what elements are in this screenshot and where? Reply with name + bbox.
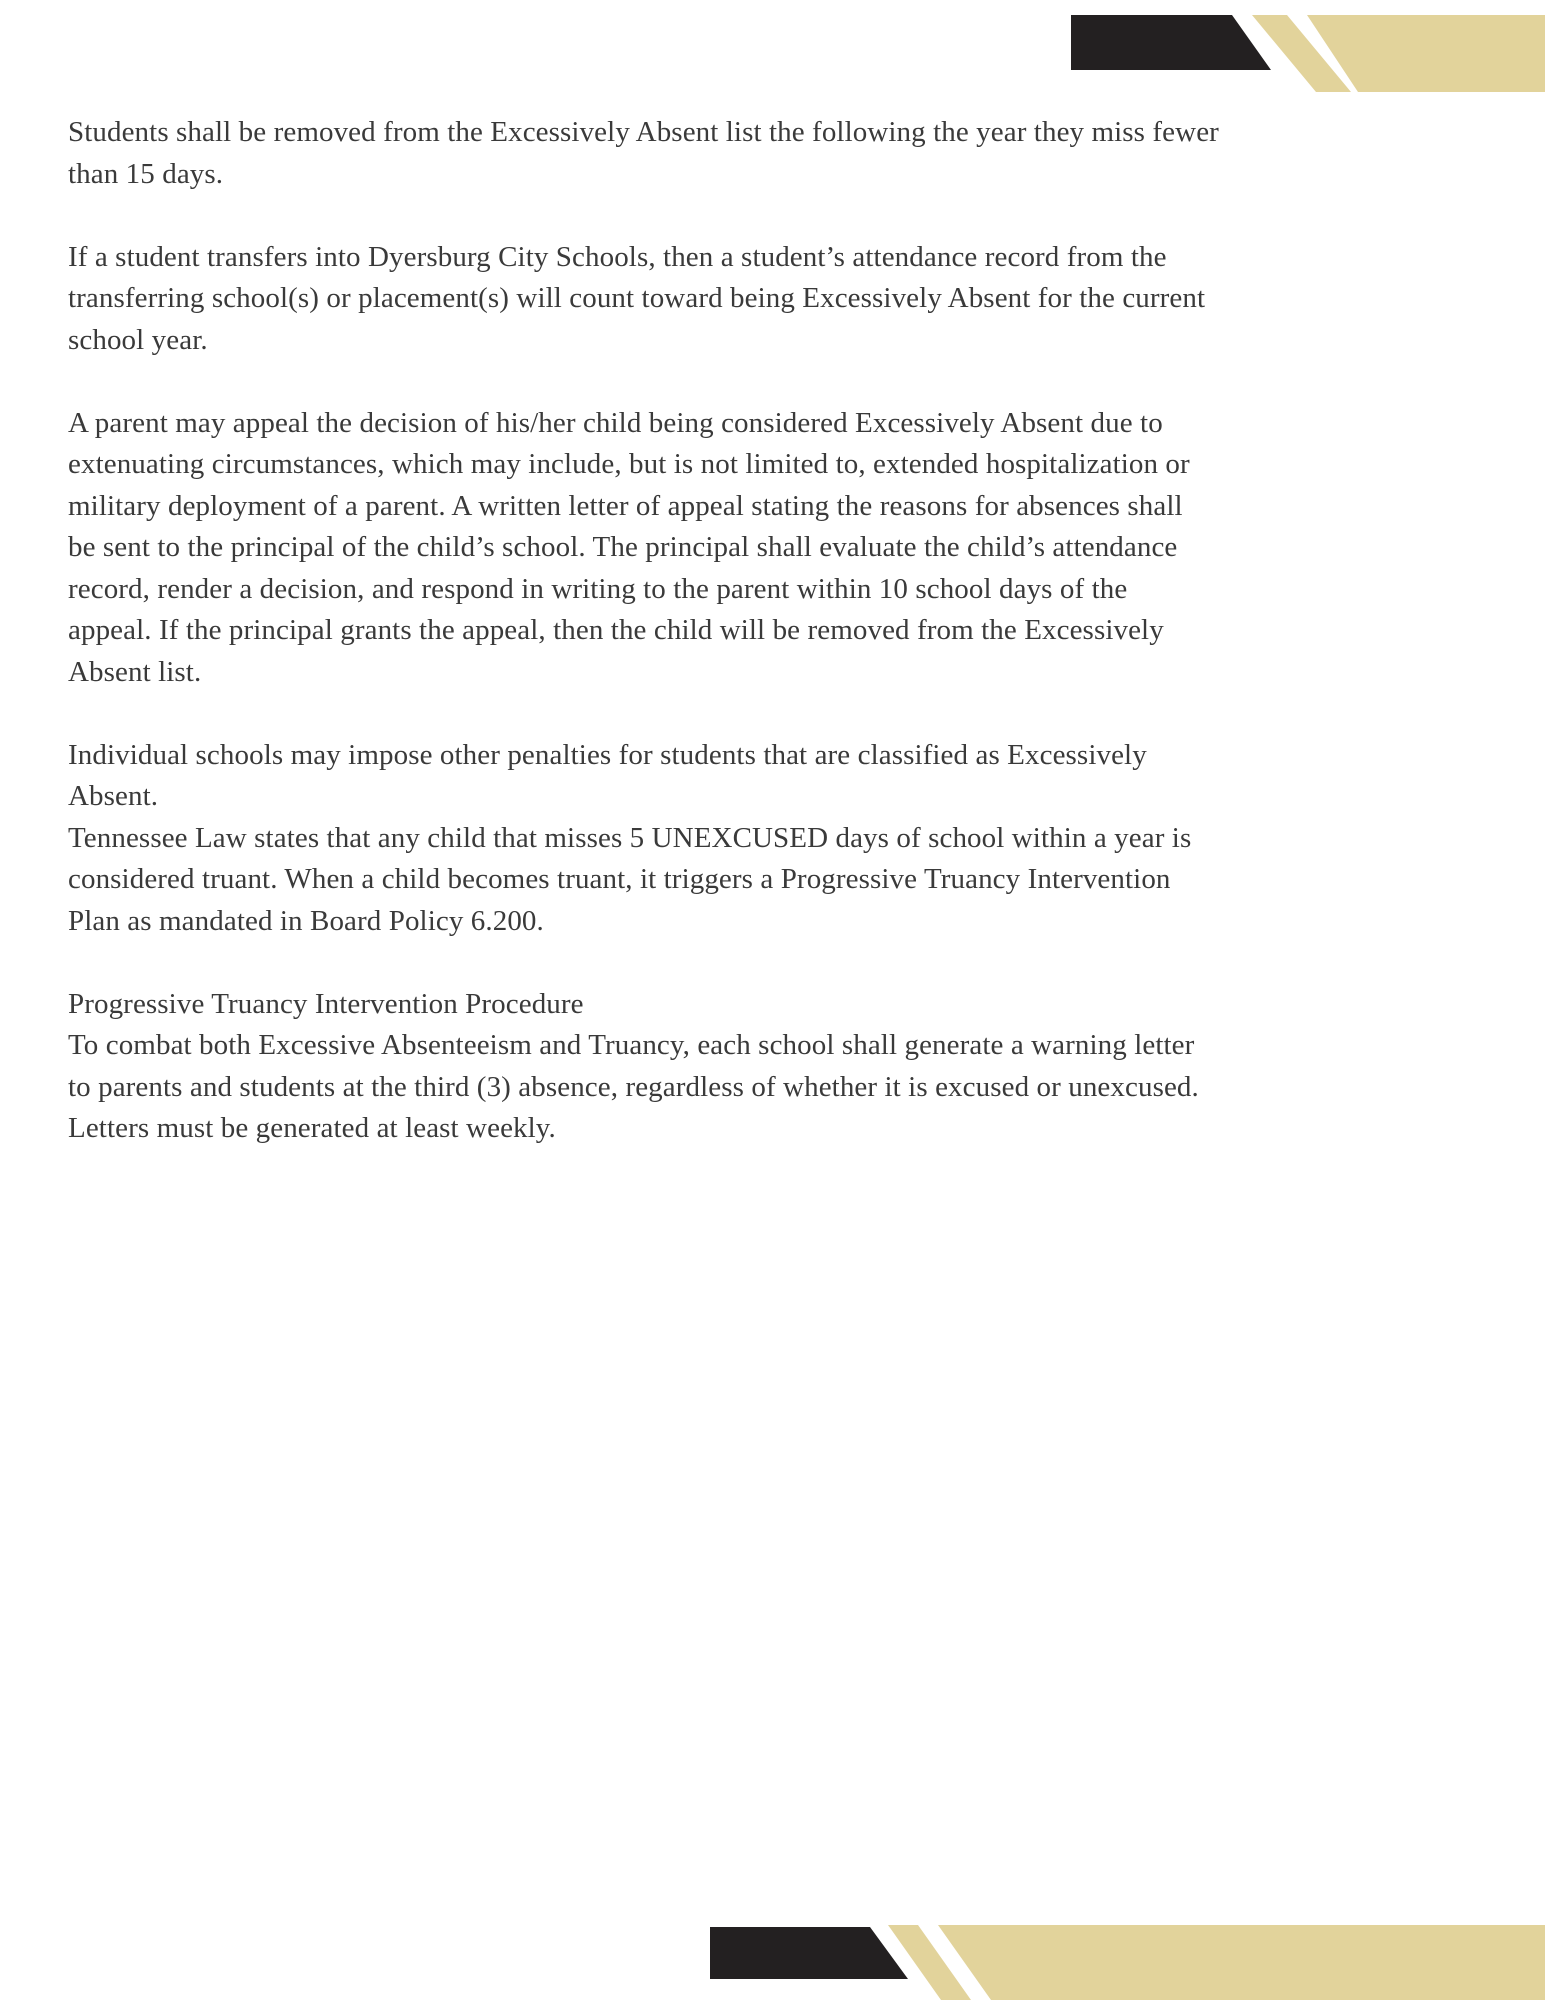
- text-line: be sent to the principal of the child’s school. The principal shall evaluate the child’s attendance: [68, 531, 1178, 563]
- text-line: Plan as mandated in Board Policy 6.200.: [68, 904, 544, 937]
- text-line: than 15 days.: [68, 157, 224, 190]
- policy-text-block: [68, 112, 1480, 1150]
- paragraph: [68, 403, 1480, 694]
- paragraph: [68, 237, 1480, 362]
- text-line: Absent.: [68, 780, 159, 812]
- header-gold-stripe-thin: [1252, 15, 1351, 92]
- footer-black-shape: [710, 1927, 908, 1979]
- footer-gold-stripe-thin: [888, 1925, 971, 2000]
- text-line: record, render a decision, and respond in writing to the parent within 10 school days of the: [68, 572, 1128, 605]
- text-line: military deployment of a parent. A written letter of appeal stating the reasons for absences shall: [68, 489, 1183, 522]
- paragraph: [68, 984, 1480, 1150]
- text-line: extenuating circumstances, which may include, but is not limited to, extended hospitalization or: [68, 448, 1190, 480]
- text-line: school year.: [68, 323, 208, 356]
- paragraph: [68, 112, 1480, 195]
- text-line: transferring school(s) or placement(s) will count toward being Excessively Absent for the current: [68, 282, 1206, 314]
- text-line: If a student transfers into Dyersburg City Schools, then a student’s attendance record from the: [68, 240, 1167, 273]
- text-line: Progressive Truancy Intervention Procedure: [68, 987, 584, 1020]
- text-line: appeal. If the principal grants the appeal, then the child will be removed from the Excessively: [68, 614, 1164, 646]
- text-line: to parents and students at the third (3) absence, regardless of whether it is excused or unexcused.: [68, 1070, 1199, 1103]
- text-line: considered truant. When a child becomes truant, it triggers a Progressive Truancy Intervention: [68, 863, 1171, 895]
- text-line: To combat both Excessive Absenteeism and Truancy, each school shall generate a warning letter: [68, 1029, 1195, 1061]
- text-line: Tennessee Law states that any child that misses 5 UNEXCUSED days of school within a year is: [68, 821, 1192, 854]
- text-line: Absent list.: [68, 655, 202, 688]
- header-gold-bar: [1307, 15, 1545, 92]
- text-line: Individual schools may impose other penalties for students that are classified as Excessively: [68, 738, 1147, 771]
- text-line: Students shall be removed from the Excessively Absent list the following the year they miss fewer: [68, 116, 1219, 148]
- header-black-shape: [1071, 15, 1271, 70]
- text-line: Letters must be generated at least weekly.: [68, 1112, 556, 1144]
- text-line: A parent may appeal the decision of his/her child being considered Excessively Absent due to: [68, 406, 1163, 439]
- paragraph: [68, 735, 1480, 943]
- footer-gold-bar: [938, 1925, 1545, 2000]
